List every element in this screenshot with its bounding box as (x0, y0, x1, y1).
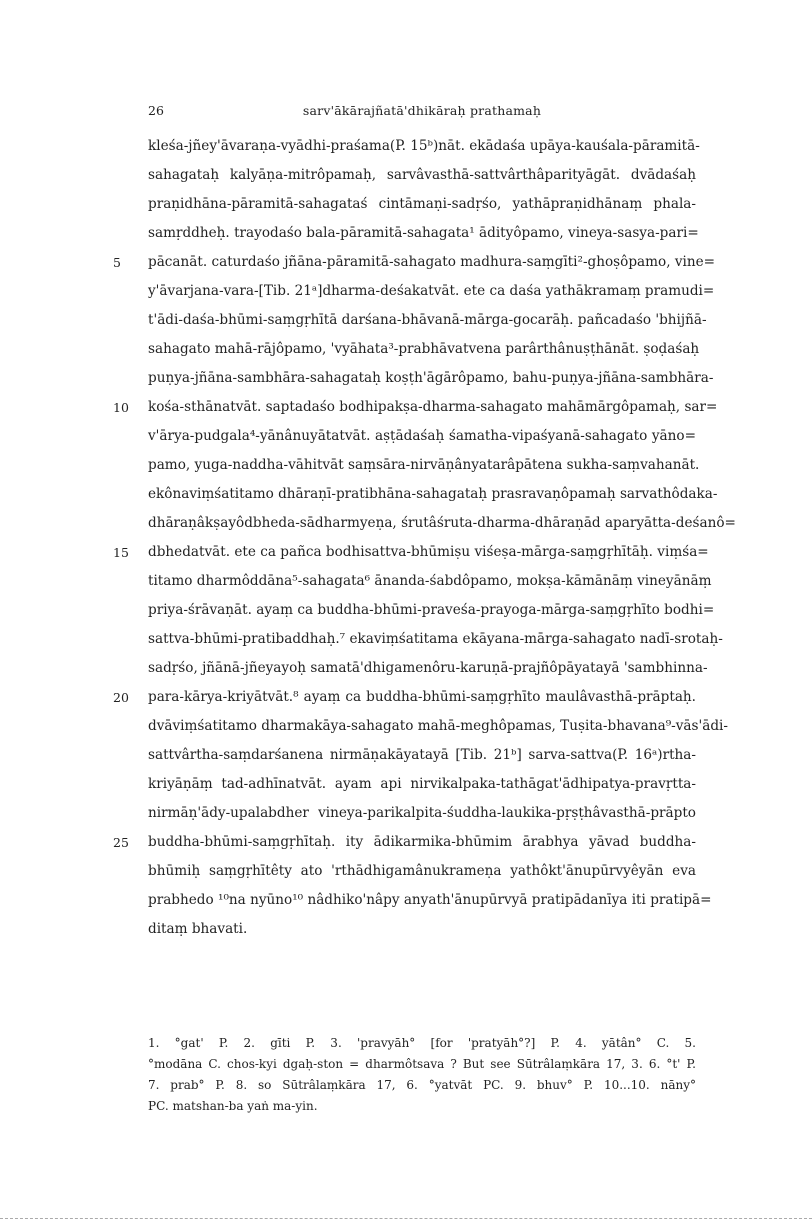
page-edge-rule (0, 1218, 812, 1219)
text-line (148, 596, 715, 625)
line-text: titamo dharmôddāna⁵-sahagata⁶ ānanda-śabdôpamo, mokṣa-kāmānāṃ vineyānāṃ (148, 573, 712, 589)
line-text: dbhedatvāt. ete ca pañca bodhisattva-bhūmiṣu viśeṣa-mārga-saṃgṛhītāḥ. viṃśa= (148, 544, 709, 560)
page-header (148, 103, 696, 123)
text-line (148, 886, 712, 915)
line-number: 5 (113, 255, 121, 270)
line-text: v'ārya-pudgala⁴-yānânuyātatvāt. aṣṭādaśaḥ śamatha-vipaśyanā-sahagato yāno= (148, 428, 696, 444)
line-text: pamo, yuga-naddha-vāhitvāt saṃsāra-nirvāṇânyatarâpātena sukha-saṃvahanāt. (148, 457, 700, 473)
line-number: 20 (113, 690, 129, 705)
text-line (148, 277, 715, 306)
line-text: sahagataḥ kalyāṇa-mitrôpamaḥ, sarvâvasthā-sattvârthâparityāgāt. dvādaśaḥ (148, 167, 696, 183)
line-text: dvāviṃśatitamo dharmakāya-sahagato mahā-meghôpamas, Tuṣita-bhavana⁹-vās'ādi- (148, 718, 728, 734)
line-text: ekônaviṃśatitamo dhāraṇī-pratibhāna-sahagataḥ prasravaṇôpamaḥ sarvathôdaka- (148, 486, 718, 502)
text-line (148, 306, 707, 335)
text-line (113, 248, 716, 277)
text-line (148, 915, 696, 944)
line-text: prabhedo ¹⁰na nyūno¹⁰ nâdhiko'nâpy anyath'ānupūrvyā pratipādanīya iti pratipā= (148, 892, 712, 908)
line-text: buddha-bhūmi-saṃgṛhītaḥ. ity ādikarmika-bhūmim ārabhya yāvad buddha- (148, 834, 696, 850)
running-head: sarv'ākārajñatā'dhikāraḥ prathamaḥ (302, 103, 542, 118)
footnote-line: PC. matshan-ba yaṅ ma-yin. (148, 1099, 318, 1113)
text-line (148, 451, 700, 480)
text-line (148, 480, 718, 509)
line-text: kleśa-jñey'āvaraṇa-vyādhi-praśama(P. 15ᵇ)nāt. ekādaśa upāya-kauśala-pāramitā- (148, 138, 700, 154)
text-line (113, 538, 709, 567)
line-number: 25 (113, 835, 129, 850)
footnote-line: 7. prab° P. 8. so Sūtrâlaṃkāra 17, 6. °yatvāt PC. 9. bhuv° P. 10...10. nāny° (148, 1078, 696, 1092)
text-line (148, 509, 736, 538)
line-text: sahagato mahā-rājôpamo, 'vyāhata³-prabhāvatvena parârthânuṣṭhānāt. ṣoḍaśaḥ (148, 341, 700, 357)
line-text: dhāraṇâkṣayôdbheda-sādharmyeṇa, śrutâśruta-dharma-dhāraṇād aparyātta-deśanô= (148, 515, 736, 531)
footnote-line: 1. °gat' P. 2. gīti P. 3. 'pravyāh° [for 'pratyāh°?] P. 4. yātân° C. 5. (148, 1036, 696, 1050)
text-line (148, 132, 700, 161)
body-text (113, 132, 736, 944)
text-line (148, 161, 696, 190)
line-text: bhūmiḥ saṃgṛhītêty ato 'rthādhigamânukrameṇa yathôkt'ānupūrvyêyān eva (148, 863, 696, 879)
line-text: puṇya-jñāna-sambhāra-sahagataḥ koṣṭh'āgārôpamo, bahu-puṇya-jñāna-sambhāra- (148, 370, 714, 386)
line-text: kośa-sthānatvāt. saptadaśo bodhipakṣa-dharma-sahagato mahāmārgôpamaḥ, sar= (148, 399, 718, 415)
line-text: praṇidhāna-pāramitā-sahagataś cintāmaṇi-sadṛśo, yathāpraṇidhānaṃ phala- (148, 196, 696, 212)
line-text: y'āvarjana-vara-[Tib. 21ᵃ]dharma-deśakatvāt. ete ca daśa yathākramaṃ pramudi= (148, 283, 715, 299)
text-line (148, 770, 696, 799)
text-line (148, 335, 700, 364)
line-text: para-kārya-kriyātvāt.⁸ ayaṃ ca buddha-bhūmi-saṃgṛhīto maulâvasthā-prāptaḥ. (148, 689, 696, 705)
line-text: sadṛśo, jñānā-jñeyayoḥ samatā'dhigamenôru-karuṇā-prajñôpāyatayā 'sambhinna- (148, 660, 708, 676)
line-text: kriyāṇāṃ tad-adhīnatvāt. ayam api nirvikalpaka-tathāgat'ādhipatya-pravṛtta- (148, 776, 696, 792)
text-line (148, 364, 714, 393)
text-line (148, 567, 712, 596)
text-line (148, 654, 708, 683)
text-line (148, 625, 723, 654)
line-number: 10 (113, 400, 129, 415)
text-line (148, 219, 699, 248)
line-text: nirmāṇ'ādy-upalabdher vineya-parikalpita-śuddha-laukika-pṛṣṭhâvasthā-prāpto (148, 805, 696, 821)
line-text: t'ādi-daśa-bhūmi-saṃgṛhītā darśana-bhāvanā-mārga-gocarāḥ. pañcadaśo 'bhijñā- (148, 312, 707, 328)
footnotes (148, 1033, 696, 1117)
text-line (148, 857, 696, 886)
text-line (148, 712, 728, 741)
text-line (113, 393, 718, 422)
line-text: samṛddheḥ. trayodaśo bala-pāramitā-sahagata¹ ādityôpamo, vineya-sasya-pari= (148, 225, 699, 241)
line-text: pācanāt. caturdaśo jñāna-pāramitā-sahagato madhura-saṃgīti²-ghoṣôpamo, vine= (148, 254, 716, 270)
line-text: sattva-bhūmi-pratibaddhaḥ.⁷ ekaviṃśatitama ekāyana-mārga-sahagato nadī-srotaḥ- (148, 631, 723, 647)
text-line (148, 422, 696, 451)
text-line (113, 828, 696, 857)
footnote-line: °modāna C. chos-kyi dgaḥ-ston = dharmôtsava ? But see Sūtrâlaṃkāra 17, 3. 6. °t' P. (148, 1057, 696, 1071)
page-number: 26 (148, 103, 164, 118)
text-line (148, 190, 696, 219)
text-line (113, 683, 696, 712)
line-text: priya-śrāvaṇāt. ayaṃ ca buddha-bhūmi-praveśa-prayoga-mārga-saṃgṛhīto bodhi= (148, 602, 715, 618)
text-line (148, 799, 696, 828)
line-text: ditaṃ bhavati. (148, 921, 248, 937)
line-text: sattvârtha-saṃdarśanena nirmāṇakāyatayā [Tib. 21ᵇ] sarva-sattva(P. 16ᵃ)rtha- (148, 747, 696, 763)
line-number: 15 (113, 545, 129, 560)
text-line (148, 741, 696, 770)
